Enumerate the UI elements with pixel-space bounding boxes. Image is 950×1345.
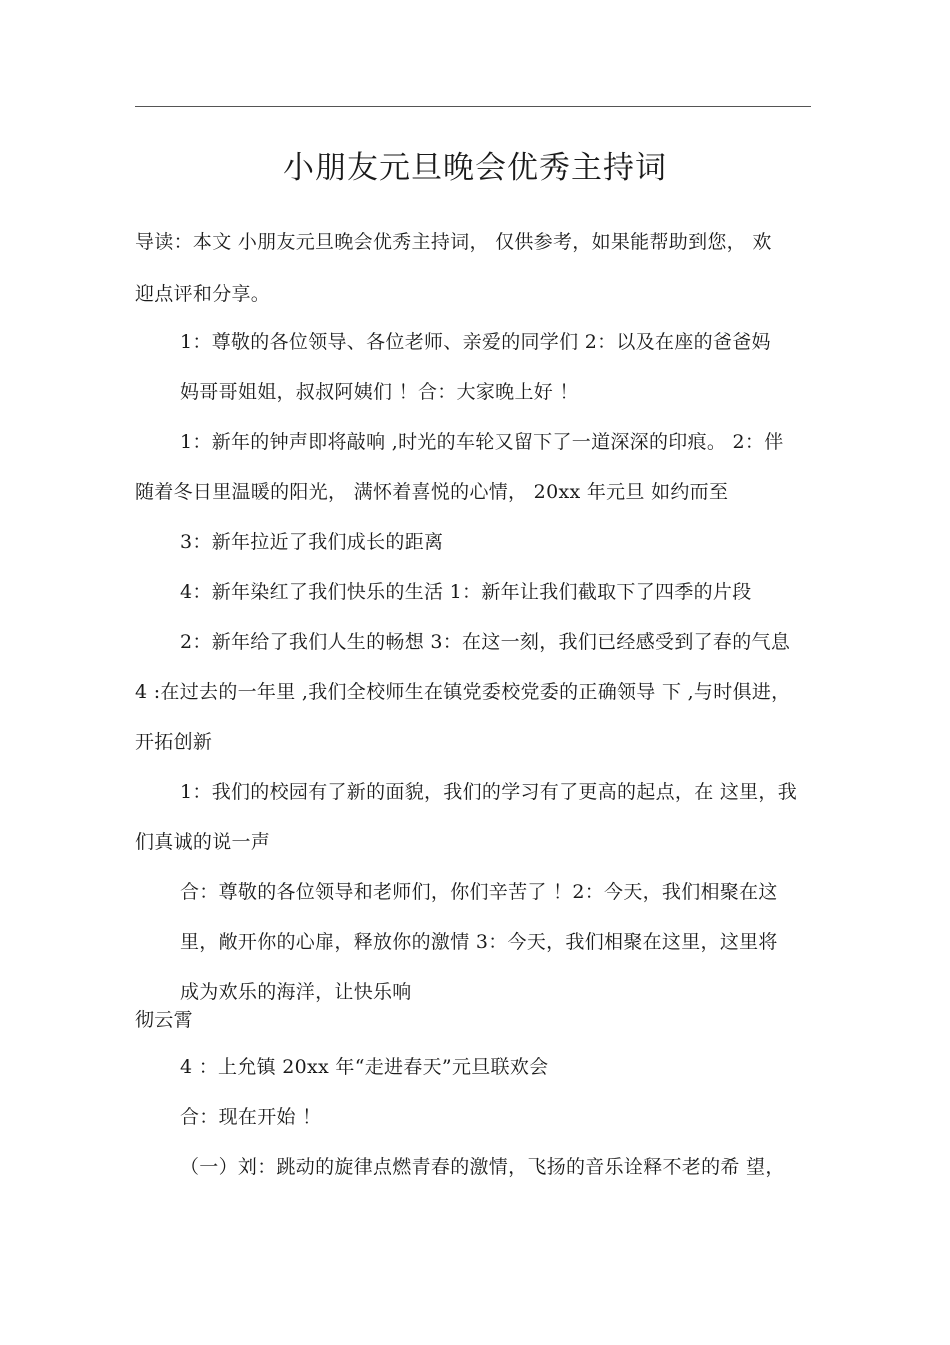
text-line-18: 4 ：上允镇 20xx 年“走进春天”元旦联欢会 — [180, 1056, 549, 1078]
text-line-16: 成为欢乐的海洋，让快乐响 — [180, 981, 412, 1003]
text-line-13: 们真诚的说一声 — [135, 831, 271, 853]
text-line-4: 妈哥哥姐姐，叔叔阿姨们 ！合：大家晚上好 ！ — [180, 381, 579, 403]
text-line-12: 1：我们的校园有了新的面貌，我们的学习有了更高的起点，在 这里，我 — [180, 781, 798, 803]
text-line-14: 合：尊敬的各位领导和老师们，你们辛苦了 ！2：今天，我们相聚在这 — [180, 881, 778, 903]
text-line-10: 4 :在过去的一年里 ,我们全校师生在镇党委校党委的正确领导 下 ,与时俱进， — [135, 681, 791, 703]
text-line-15: 里，敞开你的心扉，释放你的激情 3：今天，我们相聚在这里，这里将 — [180, 931, 778, 953]
text-line-8: 4：新年染红了我们快乐的生活 1：新年让我们截取下了四季的片段 — [180, 581, 752, 603]
text-line-17: 彻云霄 — [135, 1009, 193, 1031]
text-line-11: 开拓创新 — [135, 731, 213, 753]
text-line-20: （一）刘：跳动的旋律点燃青春的激情，飞扬的音乐诠释不老的希 望， — [180, 1156, 785, 1178]
text-line-3: 1：尊敬的各位领导、各位老师、亲爱的同学们 2：以及在座的爸爸妈 — [180, 331, 771, 353]
text-line-6: 随着冬日里温暖的阳光， 满怀着喜悦的心情， 20xx 年元旦 如约而至 — [135, 481, 729, 503]
text-line-5: 1：新年的钟声即将敲响 ,时光的车轮又留下了一道深深的印痕。 2：伴 — [180, 431, 784, 453]
header-rule — [135, 106, 811, 107]
text-line-7: 3：新年拉近了我们成长的距离 — [180, 531, 444, 553]
text-line-2: 迎点评和分享。 — [135, 283, 271, 305]
text-line-9: 2：新年给了我们人生的畅想 3：在这一刻，我们已经感受到了春的气息 — [180, 631, 791, 653]
text-line-19: 合：现在开始 ！ — [180, 1106, 322, 1128]
document-title: 小朋友元旦晚会优秀主持词 — [283, 150, 667, 186]
text-line-1: 导读：本文 小朋友元旦晚会优秀主持词， 仅供参考，如果能帮助到您， 欢 — [135, 231, 772, 253]
